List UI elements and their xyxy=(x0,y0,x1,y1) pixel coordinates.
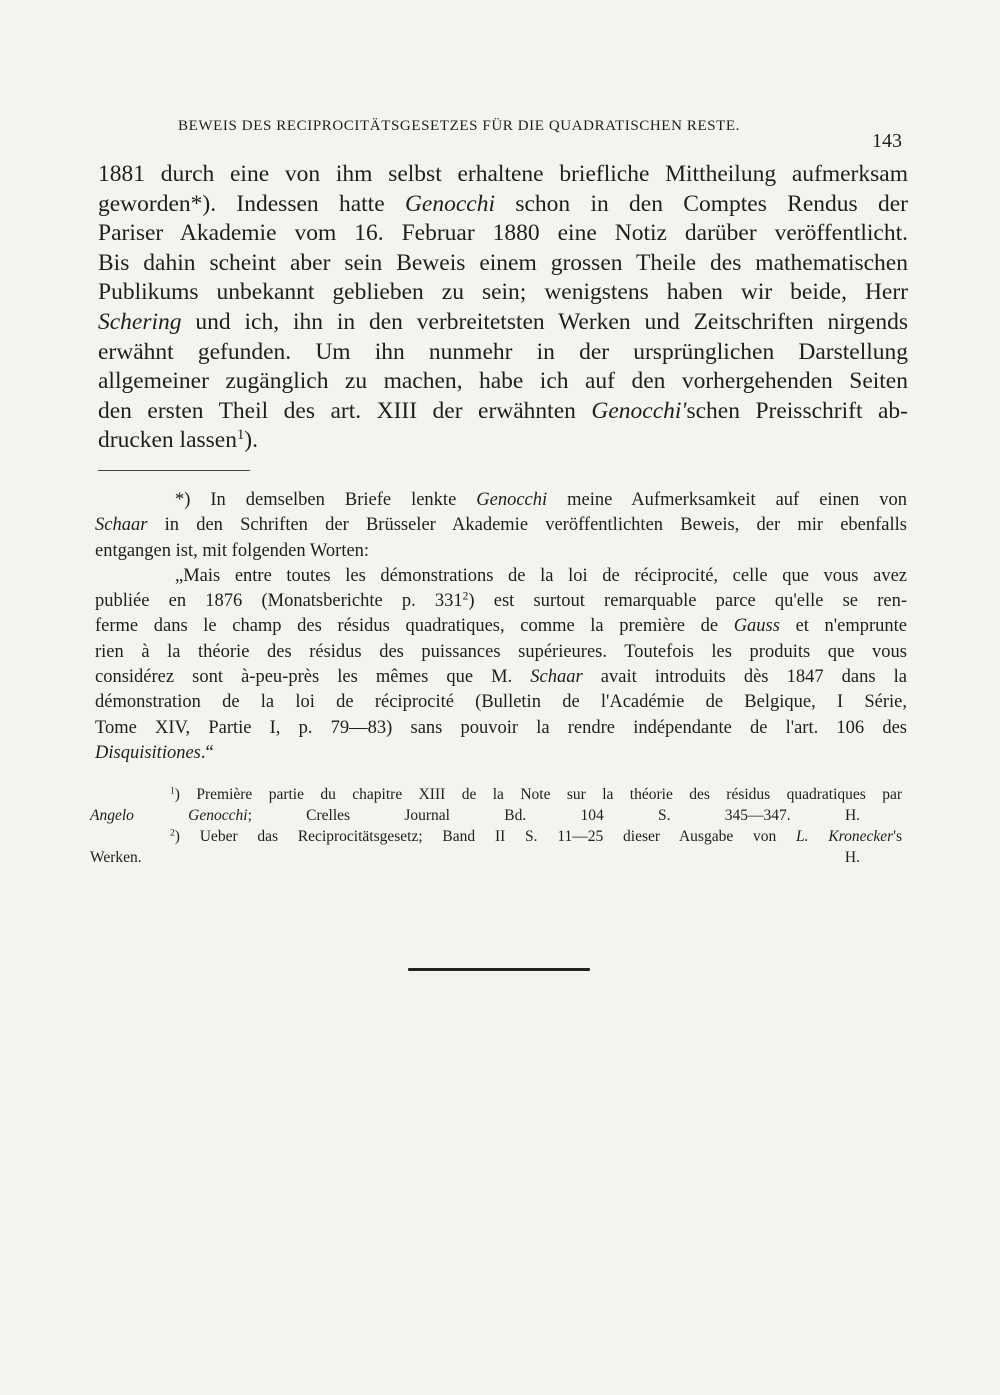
quote-line: démonstration de la loi de réciprocité (Bulletin de l'Académie de Belgique, I Série, xyxy=(95,692,907,713)
quote-line: „Mais entre toutes les démonstrations de la loi de réciprocité, celle que vous avez xyxy=(175,565,907,586)
numbered-footnotes xyxy=(90,784,902,868)
quote-line: Disquisitiones.“ xyxy=(95,742,214,763)
footnote-ref: 1 xyxy=(237,427,245,444)
name-schering: Schering xyxy=(98,308,182,335)
text-line: Bis dahin scheint aber sein Beweis einem grossen Theile des mathematischen xyxy=(98,249,908,276)
quote-line: publiée en 1876 (Monatsberichte p. $331^2$) est surtout remarquable parce qu'elle se ren- xyxy=(95,590,907,612)
quote-line: considérez sont à-peu-près les mêmes que M. Schaar avait introduits dès 1847 dans la xyxy=(95,667,907,688)
footnote-line: $^2$) Ueber das Reciprocitätsgesetz; Band II S. 11—25 dieser Ausgabe von L. Kronecker's xyxy=(170,827,903,845)
text-line: drucken lassen$^1$). xyxy=(98,427,258,454)
name-gauss: Gauss xyxy=(733,616,780,637)
name-genocchi: Genocchi' xyxy=(591,397,687,424)
text-line: allgemeiner zugänglich zu machen, habe ich auf den vorhergehenden Seiten xyxy=(98,368,908,395)
quote-line: Tome XIV, Partie I, p. 79—83) sans pouvoir la rendre indépendante de l'art. 106 des xyxy=(95,717,907,738)
signature: H. xyxy=(844,849,860,866)
title-disquisitiones: Disquisitiones xyxy=(95,742,201,763)
signature: H. xyxy=(844,807,861,824)
text-line: den ersten Theil des art. XIII der erwähnten Genocchi'schen Preisschrift ab- xyxy=(98,397,908,424)
footnote-mark: 2 xyxy=(170,827,175,839)
name-angelo-genocchi: Angelo Genocchi xyxy=(90,807,248,824)
footnote-line: entgangen ist, mit folgenden Worten: xyxy=(95,540,370,561)
footnote-line: $^1$) Première partie du chapitre XIII de la Note sur la théorie des résidus quadratiques par xyxy=(170,785,902,803)
footnote-line: Angelo Genocchi; Crelles Journal Bd. 104 S. 345—347. H. xyxy=(90,805,902,826)
footnote-separator xyxy=(98,470,250,471)
text-line: geworden*). Indessen hatte Genocchi schon in den Comptes Rendus der xyxy=(98,190,908,217)
footnote-line: Werken. H. xyxy=(90,847,902,868)
footnote-line: *) In demselben Briefe lenkte Genocchi meine Aufmerksamkeit auf einen von xyxy=(175,490,907,510)
name-schaar: Schaar xyxy=(95,515,148,536)
quote-line: rien à la théorie des résidus des puissances supérieures. Toutefois les produits que vous xyxy=(95,641,907,662)
name-genocchi: Genocchi xyxy=(404,190,495,217)
footnote-ref: 2 xyxy=(462,590,469,603)
footnote-star xyxy=(95,488,907,766)
quote-line: ferme dans le champ des résidus quadratiques, comme la première de Gauss et n'emprunte xyxy=(95,616,907,637)
page-number: 143 xyxy=(872,130,902,152)
main-text xyxy=(98,160,908,456)
text-line: Pariser Akademie vom 16. Februar 1880 eine Notiz darüber veröffentlicht. xyxy=(98,220,908,247)
text-line: Schering und ich, ihn in den verbreitetsten Werken und Zeitschriften nirgends xyxy=(98,308,908,335)
text-line: Publikums unbekannt geblieben zu sein; wenigstens haben wir beide, Herr xyxy=(98,279,908,306)
text-line: 1881 durch eine von ihm selbst erhaltene briefliche Mittheilung aufmerksam xyxy=(98,161,908,187)
name-kronecker: L. Kronecker xyxy=(796,828,894,845)
name-schaar: Schaar xyxy=(530,667,583,688)
end-rule xyxy=(408,968,590,971)
footnote-mark: 1 xyxy=(170,785,175,797)
footnote-line: Schaar in den Schriften der Brüsseler Akademie veröffentlichten Beweis, der mir ebenfalls xyxy=(95,515,907,536)
name-genocchi: Genocchi xyxy=(476,490,548,510)
running-header: BEWEIS DES RECIPROCITÄTSGESETZES FÜR DIE QUADRATISCHEN RESTE. xyxy=(178,118,741,134)
text-line: erwähnt gefunden. Um ihn nunmehr in der ursprünglichen Darstellung xyxy=(98,338,908,365)
